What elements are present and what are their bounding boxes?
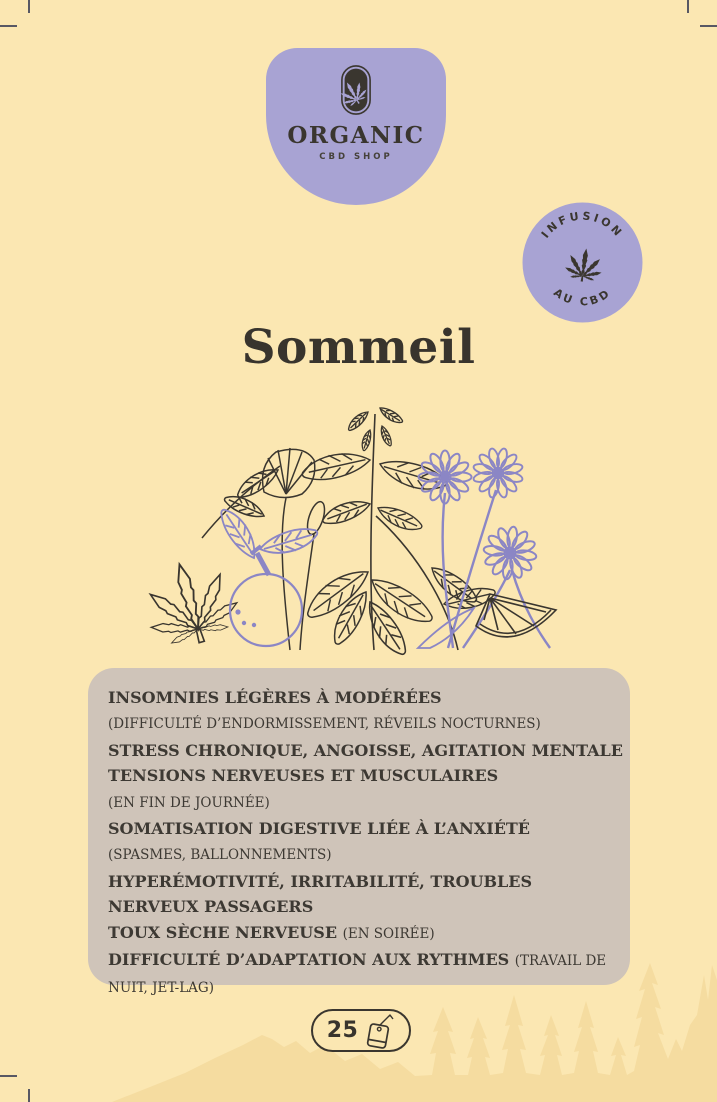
brand-name: ORGANIC bbox=[287, 122, 425, 149]
page-title: Sommeil bbox=[241, 320, 476, 375]
brand-tagline: CBD SHOP bbox=[319, 152, 393, 162]
crop-mark bbox=[28, 0, 30, 13]
symptom-line: TENSIONS NERVEUSES ET MUSCULAIRES bbox=[108, 766, 499, 786]
botanical-illustration bbox=[118, 396, 588, 656]
lemon-slice-drawing bbox=[476, 594, 556, 637]
crop-mark bbox=[687, 0, 689, 13]
symptoms-panel bbox=[88, 668, 630, 997]
symptom-line: STRESS CHRONIQUE, ANGOISSE, AGITATION MENTALE bbox=[108, 740, 623, 760]
infusion-stamp bbox=[522, 202, 643, 323]
symptom-line: HYPERÉMOTIVITÉ, IRRITABILITÉ, TROUBLES bbox=[108, 871, 533, 891]
symptom-line: NUIT, JET-LAG) bbox=[108, 980, 214, 997]
branch-drawing bbox=[202, 462, 282, 538]
bag-count-pill bbox=[311, 1009, 411, 1052]
symptom-list bbox=[108, 685, 623, 1002]
symptom-line: (EN FIN DE JOURNÉE) bbox=[108, 794, 270, 811]
symptom-line: (SPASMES, BALLONNEMENTS) bbox=[108, 847, 332, 864]
symptom-line: INSOMNIES LÉGÈRES À MODÉRÉES bbox=[108, 688, 442, 707]
symptom-line: NERVEUX PASSAGERS bbox=[108, 897, 314, 917]
crop-mark bbox=[0, 25, 17, 27]
stamp-arc-top-text: INFUSION bbox=[538, 209, 627, 241]
symptom-line: SOMATISATION DIGESTIVE LIÉE À L’ANXIÉTÉ bbox=[108, 819, 530, 839]
orange-drawing bbox=[215, 504, 320, 646]
symptom-line: DIFFICULTÉ D’ADAPTATION AUX RYTHMES (TRAVAIL DE bbox=[108, 950, 607, 970]
brand-badge bbox=[266, 48, 446, 205]
bag-count: 25 bbox=[326, 1018, 359, 1043]
cannabis-leaf-icon bbox=[341, 65, 371, 115]
crop-mark bbox=[700, 25, 717, 27]
tea-bag-icon bbox=[363, 1012, 395, 1050]
symptom-line: (DIFFICULTÉ D’ENDORMISSEMENT, RÉVEILS NOCTURNES) bbox=[108, 716, 541, 733]
symptom-line: TOUX SÈCHE NERVEUSE (EN SOIRÉE) bbox=[108, 922, 435, 942]
hemp-leaf-drawing bbox=[135, 552, 245, 655]
stamp-arc-bottom-text: AU CBD bbox=[551, 285, 614, 309]
